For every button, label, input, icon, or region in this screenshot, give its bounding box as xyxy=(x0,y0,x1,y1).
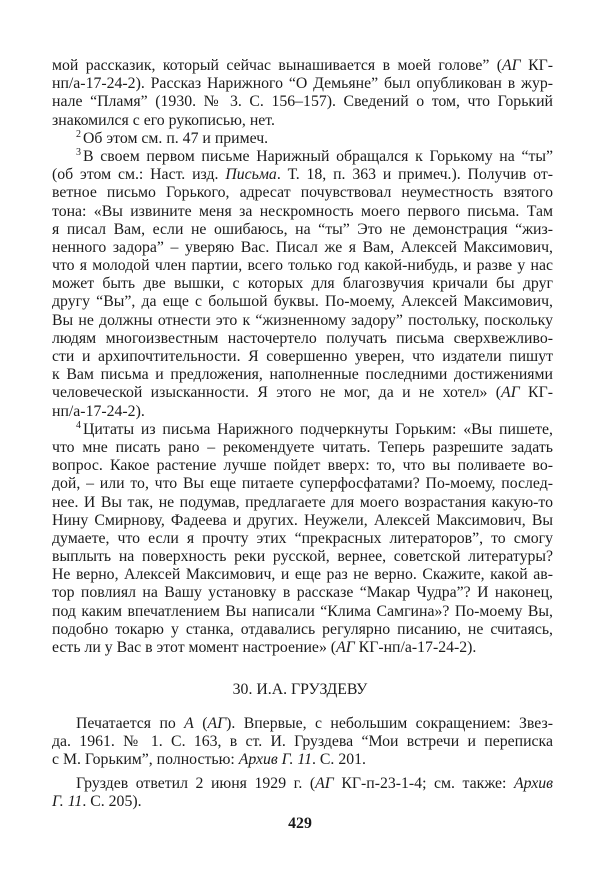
text-line xyxy=(52,603,553,621)
text-line xyxy=(52,293,553,311)
text-line xyxy=(52,384,553,402)
text-line xyxy=(52,775,553,793)
text-segment: КГ- xyxy=(520,57,554,74)
text-line xyxy=(52,366,553,384)
italic-text: АГ xyxy=(315,774,334,792)
text-line xyxy=(52,239,553,257)
text-segment: нп/а-17-24-2). Рассказ Нарижного “О Демьяне” был опубликован в жур- xyxy=(52,75,553,93)
text-line xyxy=(52,475,553,493)
text-segment: подобно токарю у станка, отдавались регулярно писанию, не считаясь, xyxy=(52,620,553,638)
footnote-number: 3 xyxy=(76,146,81,158)
text-segment: Не верно, Алексей Максимович, и еще раз не верно. Скажите, какой ав- xyxy=(52,566,553,584)
text-segment: вопрос. Какое растение лучше пойдет вверх: то, что вы поливаете во- xyxy=(52,457,553,475)
text-segment: КГ- xyxy=(519,384,553,402)
text-line xyxy=(52,221,553,239)
text-segment: что я молодой член партии, всего только год какой-нибудь, и разве у нас xyxy=(52,257,553,275)
text-segment: КГ-нп/а-17-24-2). xyxy=(354,639,477,656)
text-segment: мой рассказик, который сейчас вынашивается в моей голове” ( xyxy=(52,57,503,74)
text-segment: нп/а-17-24-2). xyxy=(52,402,145,420)
text-segment: выплыть на поверхность реки русской, вернее, советской литературы? xyxy=(52,548,553,566)
text-segment: ветное письмо Горького, адресат почувствовал неуместность взятого xyxy=(52,184,553,202)
text-segment: Печатается по xyxy=(76,715,185,732)
text-segment: человеческой изысканности. Я этого не мог, да и не хотел» ( xyxy=(52,384,502,402)
text-segment: . С. 205). xyxy=(82,792,142,810)
text-segment: ненного задора” – уверяю Вас. Писал же я Вам, Алексей Максимович, xyxy=(52,238,553,256)
text-line xyxy=(52,275,553,293)
text-line xyxy=(52,584,553,602)
italic-text: АГ xyxy=(501,384,520,402)
text-segment: что мне писать рано – рекомендуете читать. Теперь разрешите задать xyxy=(52,438,553,456)
text-line xyxy=(52,257,553,275)
italic-text: АГ xyxy=(336,639,355,656)
text-line xyxy=(52,621,553,639)
text-segment: Вы не должны отнести это к “жизненному задору” постольку, поскольку xyxy=(52,311,553,329)
text-line xyxy=(52,148,553,166)
text-segment: я писал Вам, если не ошибаюсь, на “ты” Это не демонстрация “жиз- xyxy=(52,220,553,238)
italic-text: Письма xyxy=(225,166,277,184)
text-segment: есть ли у Вас в этот момент настроение» ( xyxy=(52,639,337,656)
text-line xyxy=(52,639,553,657)
text-segment: дой, – или то, что Вы еще питаете суперфосфатами? По-моему, послед- xyxy=(52,475,553,493)
text-line xyxy=(52,330,553,348)
section-heading: 30. И.А. ГРУЗДЕВУ xyxy=(232,681,368,698)
notes-body xyxy=(52,57,553,657)
text-line xyxy=(52,130,553,148)
text-line xyxy=(52,548,553,566)
text-segment: другу “Вы”, да еще с большой буквы. По-моему, Алексей Максимович, xyxy=(52,293,553,311)
text-line xyxy=(52,439,553,457)
text-line xyxy=(52,530,553,548)
text-line xyxy=(52,403,553,421)
text-segment: Цитаты из письма Нарижного подчеркнуты Горьким: «Вы пишете, xyxy=(83,420,553,438)
text-line xyxy=(52,348,553,366)
text-line xyxy=(52,494,553,512)
text-segment: сти и архипочтительности. Я совершенно уверен, что издатели пишут xyxy=(52,348,553,365)
text-segment: под каким впечатлением Вы написали “Клима Самгина»? По-моему Вы, xyxy=(52,602,553,620)
text-segment: тона: «Вы извините меня за нескромность моего первого письма. Там xyxy=(52,202,553,220)
italic-text: АГ xyxy=(207,715,227,732)
text-line xyxy=(52,166,553,184)
text-segment: нее. И Вы так, не подумав, предлагаете для моего возрастания какую-то xyxy=(52,493,553,511)
italic-text: Архив Г. 11 xyxy=(238,751,312,769)
text-line xyxy=(52,57,553,75)
text-line xyxy=(52,312,553,330)
text-segment: тор повлиял на Вашу установку в рассказе “Макар Чудра”? И наконец, xyxy=(52,584,553,602)
text-segment: людям многоизвестным насточертело получать письма сверхвежливо- xyxy=(52,329,553,347)
text-line xyxy=(52,203,553,221)
text-segment: КГ-п-23-1-4; см. также: xyxy=(333,774,514,792)
footnote-number: 4 xyxy=(76,419,81,431)
section-body xyxy=(52,715,553,811)
italic-text: АГ xyxy=(502,57,521,74)
italic-text: Архив xyxy=(514,774,553,792)
text-segment: Нину Смирнову, Фадеева и других. Неужели, Алексей Максимович, Вы xyxy=(52,511,553,529)
text-segment: Груздев ответил 2 июня 1929 г. ( xyxy=(76,774,316,792)
text-line xyxy=(52,566,553,584)
text-segment: . Т. 18, п. 363 и примеч.). Получив от- xyxy=(276,166,553,184)
text-line xyxy=(52,457,553,475)
text-segment: думаете, что если я прочту этих “прекрасных литераторов”, то смогу xyxy=(52,529,553,547)
text-line xyxy=(52,75,553,93)
italic-text: Г. 11 xyxy=(52,792,83,810)
italic-text: А xyxy=(184,715,194,732)
text-segment: . С. 201. xyxy=(312,751,366,769)
text-segment: ). Впервые, с небольшим сокращением: Звез- xyxy=(226,715,553,732)
text-segment: (об этом см.: Наст. изд. xyxy=(52,166,226,184)
text-line xyxy=(52,715,553,733)
text-line xyxy=(52,93,553,111)
text-segment: с М. Горьким”, полностью: xyxy=(52,751,239,769)
text-line xyxy=(52,751,553,769)
text-segment: Об этом см. п. 47 и примеч. xyxy=(83,129,269,147)
footnote-number: 2 xyxy=(76,128,81,140)
text-line xyxy=(52,421,553,439)
text-segment: ( xyxy=(193,715,208,732)
text-segment: В своем первом письме Нарижный обращался к Горькому на “ты” xyxy=(83,147,553,165)
text-segment: к Вам письма и предложения, наполненные последними достижениями xyxy=(52,366,553,384)
text-segment: может быть две вышки, с которых для благозвучия кричали бы друг xyxy=(52,275,553,293)
text-line xyxy=(52,184,553,202)
page-number: 429 xyxy=(288,815,312,832)
text-line xyxy=(52,112,553,130)
text-segment: да. 1961. № 1. С. 163, в ст. И. Груздева “Мои встречи и переписка xyxy=(52,733,553,751)
text-line xyxy=(52,512,553,530)
text-segment: знакомился с его рукописью, нет. xyxy=(52,111,275,129)
text-line xyxy=(52,793,553,811)
text-segment: нале “Пламя” (1930. № 3. С. 156–157). Сведений о том, что Горький xyxy=(52,93,553,111)
text-line xyxy=(52,733,553,751)
